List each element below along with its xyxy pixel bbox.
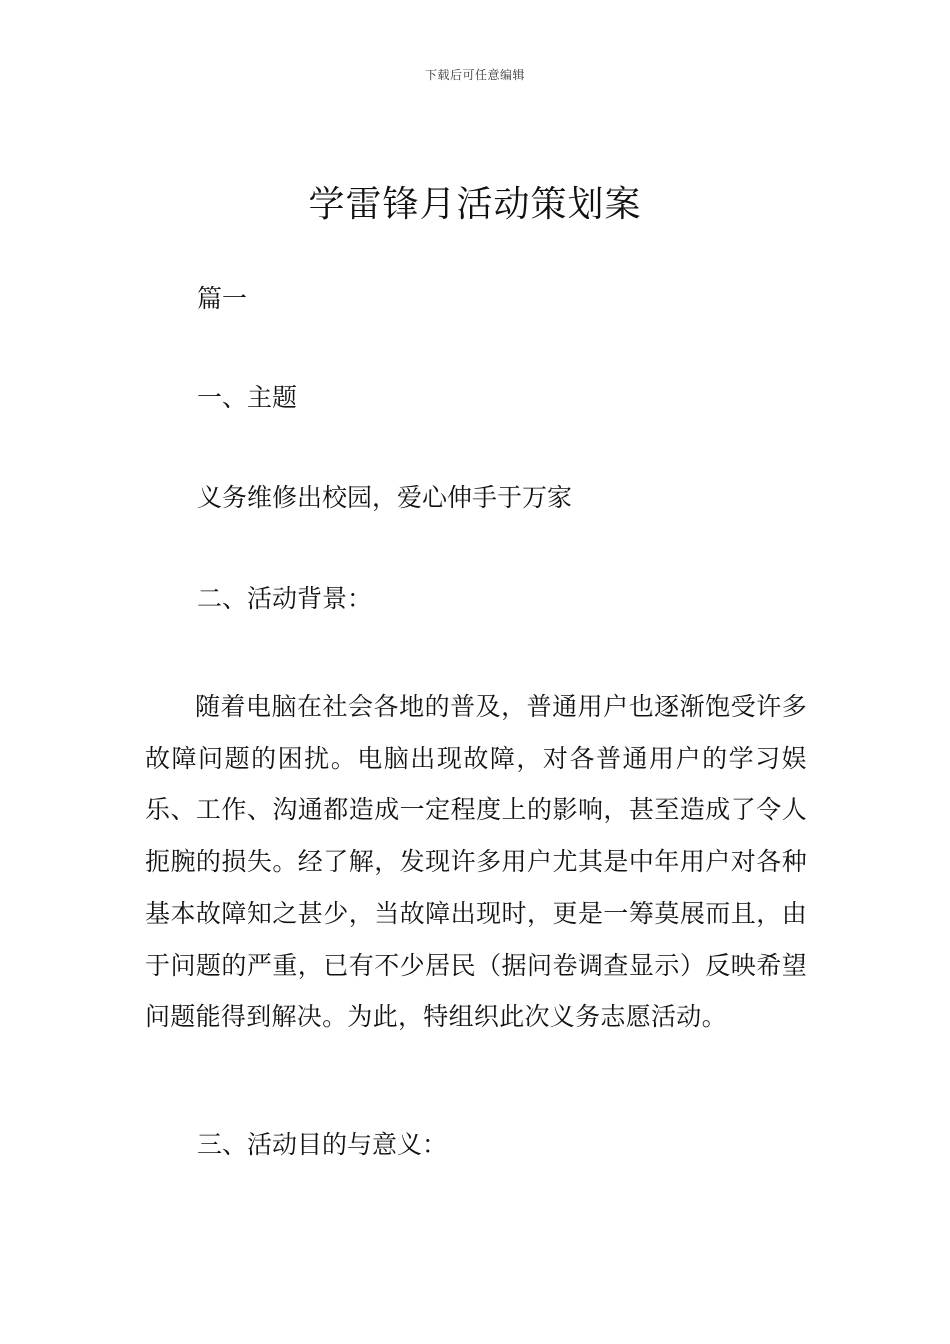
part-label: 篇一: [197, 284, 248, 313]
theme-text: 义务维修出校园，爱心伸手于万家: [197, 483, 573, 512]
header-note: 下载后可任意编辑: [424, 68, 525, 82]
document-title: 学雷锋月活动策划案: [308, 184, 642, 225]
section-heading-theme: 一、主题: [197, 383, 298, 412]
background-paragraph: 随着电脑在社会各地的普及，普通用户也逐渐饱受许多故障问题的困扰。电脑出现故障，对各普通用户的学习娱乐、工作、沟通都造成一定程度上的影响，甚至造成了令人扼腕的损失。经了解，发现许多用户尤其是中年用户对各种基本故障知之甚少，当故障出现时，更是一筹莫展而且，由于问题的严重，已有不少居民（据问卷调查显示）反映希望问题能得到解决。为此，特组织此次义务志愿活动。: [145, 692, 807, 1032]
section-heading-background: 二、活动背景：: [197, 584, 373, 613]
section-heading-purpose: 三、活动目的与意义：: [197, 1130, 448, 1159]
